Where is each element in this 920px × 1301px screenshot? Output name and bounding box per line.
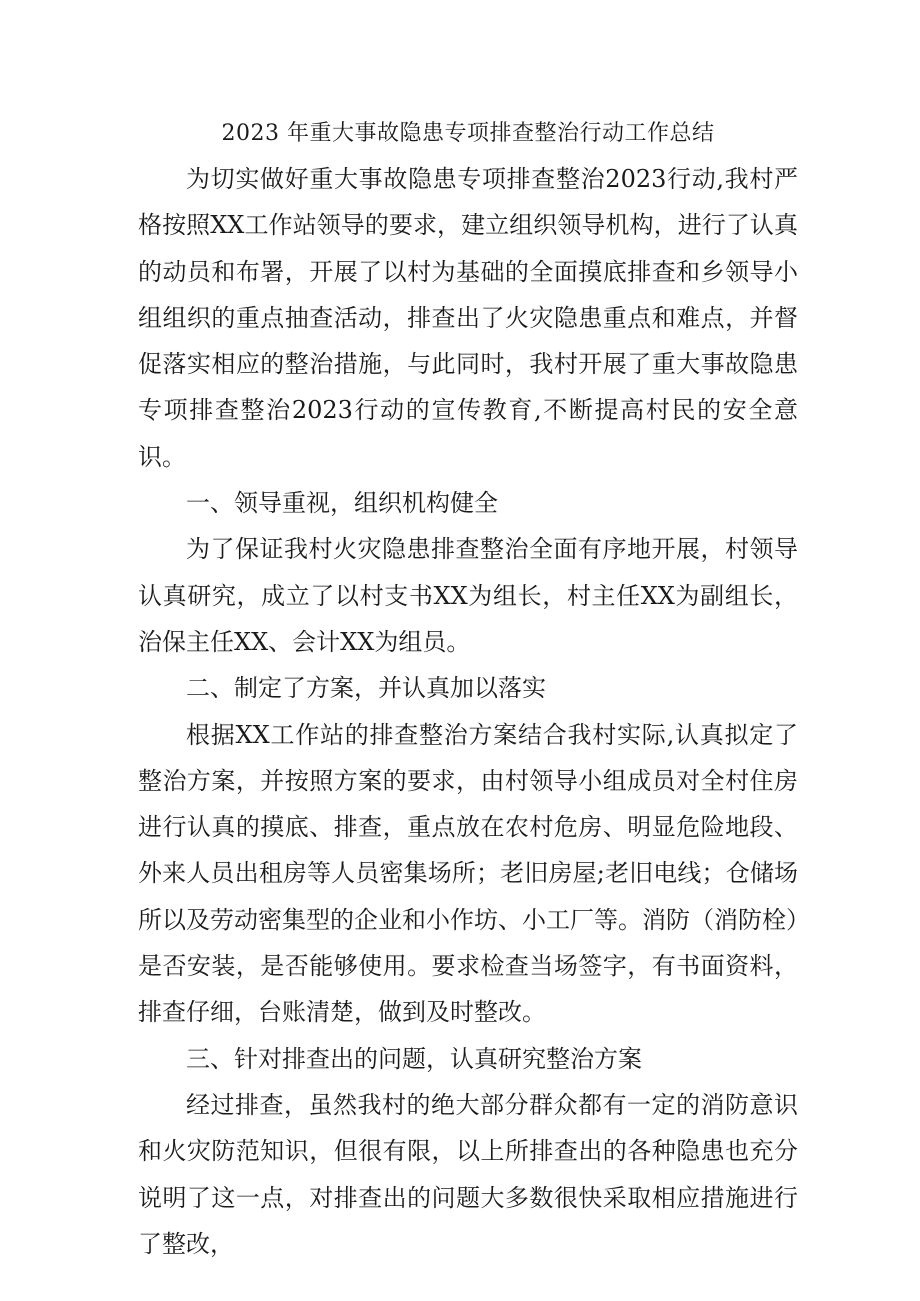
section-heading-3: 三、针对排查出的问题，认真研究整治方案 <box>186 1044 642 1073</box>
body-paragraph-3: 经过排查，虽然我村的绝大部分群众都有一定的消防意识和火灾防范知识，但很有限，以上所排查出的各种隐患也充分说明了这一点，对排查出的问题大多数很快采取相应措施进行了整改， <box>138 1090 798 1258</box>
document-body <box>138 112 798 1267</box>
body-paragraph-1: 为了保证我村火灾隐患排查整治全面有序地开展，村领导认真研究，成立了以村支书XX为组长，村主任XX为副组长，治保主任XX、会计XX为组员。 <box>138 535 798 656</box>
document-title: 2023 年重大事故隐患专项排查整治行动工作总结 <box>221 121 715 146</box>
section-heading-2: 二、制定了方案，并认真加以落实 <box>186 674 546 703</box>
body-paragraph-2: 根据XX工作站的排查整治方案结合我村实际,认真拟定了整治方案，并按照方案的要求，由村领导小组成员对全村住房进行认真的摸底、排查，重点放在农村危房、明显危险地段、外来人员出租房等人员密集场所；老旧房屋;老旧电线；仓储场所以及劳动密集型的企业和小作坊、小工厂等。消防（消防栓）是否安装，是否能够使用。要求检查当场签字，有书面资料，排查仔细，台账清楚，做到及时整改。 <box>138 720 798 1027</box>
body-paragraph-intro: 为切实做好重大事故隐患专项排查整治2023行动,我村严格按照XX工作站领导的要求，建立组织领导机构，进行了认真的动员和布署，开展了以村为基础的全面摸底排查和乡领导小组组织的重点抽查活动，排查出了火灾隐患重点和难点，并督促落实相应的整治措施，与此同时，我村开展了重大事故隐患专项排查整治2023行动的宣传教育,不断提高村民的安全意识。 <box>138 165 798 471</box>
section-heading-1: 一、领导重视，组织机构健全 <box>186 489 498 518</box>
